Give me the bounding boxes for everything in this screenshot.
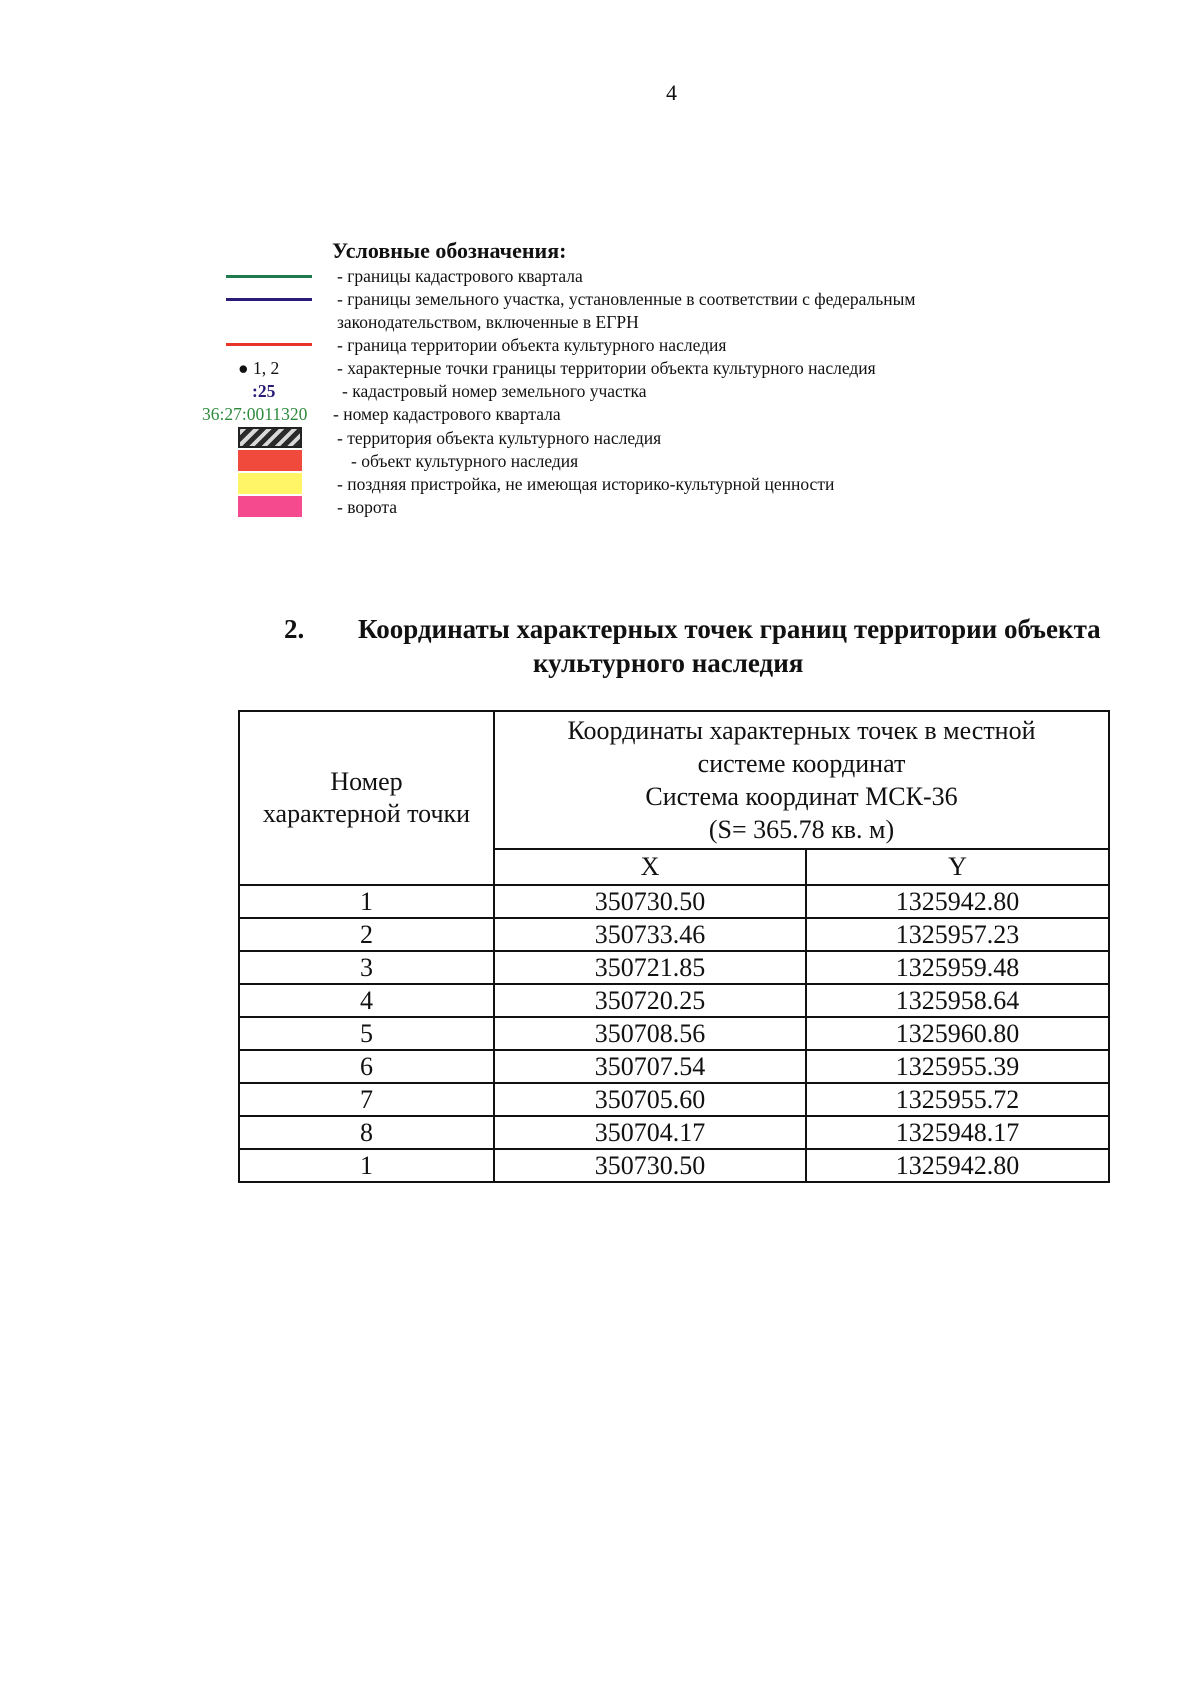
x-cell: 350707.54 (494, 1050, 806, 1083)
plot-number-symbol: :25 (252, 381, 276, 401)
table-row (239, 1083, 1109, 1116)
legend-item-characteristic-points: ● 1, 2 - характерные точки границы территории объекта культурного наследия (238, 358, 876, 378)
x-cell: 350708.56 (494, 1017, 806, 1050)
point-cell: 2 (239, 918, 494, 951)
y-header: Y (806, 849, 1109, 885)
legend-item-heritage-territory-boundary: - граница территории объекта культурного наследия (0, 334, 1200, 356)
legend-item-heritage-territory: - территория объекта культурного наследия (0, 427, 1200, 449)
red-line-symbol (226, 343, 312, 346)
y-cell: 1325942.80 (806, 885, 1109, 918)
table-row (239, 1050, 1109, 1083)
point-cell: 1 (239, 1149, 494, 1182)
legend-item-heritage-object: - объект культурного наследия (0, 450, 1200, 472)
x-cell: 350720.25 (494, 984, 806, 1017)
legend-item-cadastral-quarter-boundary: - границы кадастрового квартала (0, 265, 1200, 287)
section-title-line1: Координаты характерных точек границ территории объекта (358, 614, 1101, 644)
point-marker-symbol: ● 1, 2 (238, 358, 280, 378)
y-cell: 1325955.72 (806, 1083, 1109, 1116)
coordinates-header: Координаты характерных точек в местной системе координат Система координат МСК-36 (S= 365.78 кв. м) (494, 711, 1109, 849)
section-title-line2: культурного наследия (533, 648, 804, 678)
point-cell: 6 (239, 1050, 494, 1083)
x-cell: 350733.46 (494, 918, 806, 951)
x-header: X (494, 849, 806, 885)
legend-item-land-plot-boundary-cont: законодательством, включенные в ЕГРН (337, 312, 639, 332)
point-cell: 7 (239, 1083, 494, 1116)
point-cell: 8 (239, 1116, 494, 1149)
quarter-number-symbol: 36:27:0011320 (202, 404, 308, 424)
legend-item-land-plot-number: :25 - кадастровый номер земельного участка (252, 381, 647, 401)
y-cell: 1325960.80 (806, 1017, 1109, 1050)
y-cell: 1325957.23 (806, 918, 1109, 951)
pink-swatch (238, 496, 302, 517)
hatched-swatch (238, 427, 302, 448)
coordinates-table (238, 710, 1110, 1183)
y-cell: 1325942.80 (806, 1149, 1109, 1182)
x-cell: 350721.85 (494, 951, 806, 984)
table-row (239, 1116, 1109, 1149)
point-cell: 1 (239, 885, 494, 918)
red-swatch (238, 450, 302, 471)
table-row (239, 1017, 1109, 1050)
legend-title: Условные обозначения: (332, 238, 567, 263)
x-cell: 350704.17 (494, 1116, 806, 1149)
legend-item-late-extension: - поздняя пристройка, не имеющая историко-культурной ценности (0, 473, 1200, 495)
purple-line-symbol (226, 298, 312, 301)
legend-item-quarter-number: 36:27:0011320 - номер кадастрового квартала (202, 404, 561, 424)
point-cell: 3 (239, 951, 494, 984)
table-row (239, 885, 1109, 918)
section-number: 2. (284, 614, 305, 644)
yellow-swatch (238, 473, 302, 494)
y-cell: 1325959.48 (806, 951, 1109, 984)
y-cell: 1325955.39 (806, 1050, 1109, 1083)
table-row (239, 918, 1109, 951)
y-cell: 1325958.64 (806, 984, 1109, 1017)
table-row (239, 1149, 1109, 1182)
point-number-header: Номер характерной точки (239, 711, 494, 885)
legend-item-gates: - ворота (0, 496, 1200, 518)
x-cell: 350705.60 (494, 1083, 806, 1116)
table-row (239, 984, 1109, 1017)
point-cell: 4 (239, 984, 494, 1017)
x-cell: 350730.50 (494, 1149, 806, 1182)
legend-item-land-plot-boundary: - границы земельного участка, установленные в соответствии с федеральным (0, 288, 1200, 310)
point-cell: 5 (239, 1017, 494, 1050)
green-line-symbol (226, 275, 312, 278)
table-row (239, 951, 1109, 984)
y-cell: 1325948.17 (806, 1116, 1109, 1149)
x-cell: 350730.50 (494, 885, 806, 918)
page-number: 4 (666, 80, 677, 105)
